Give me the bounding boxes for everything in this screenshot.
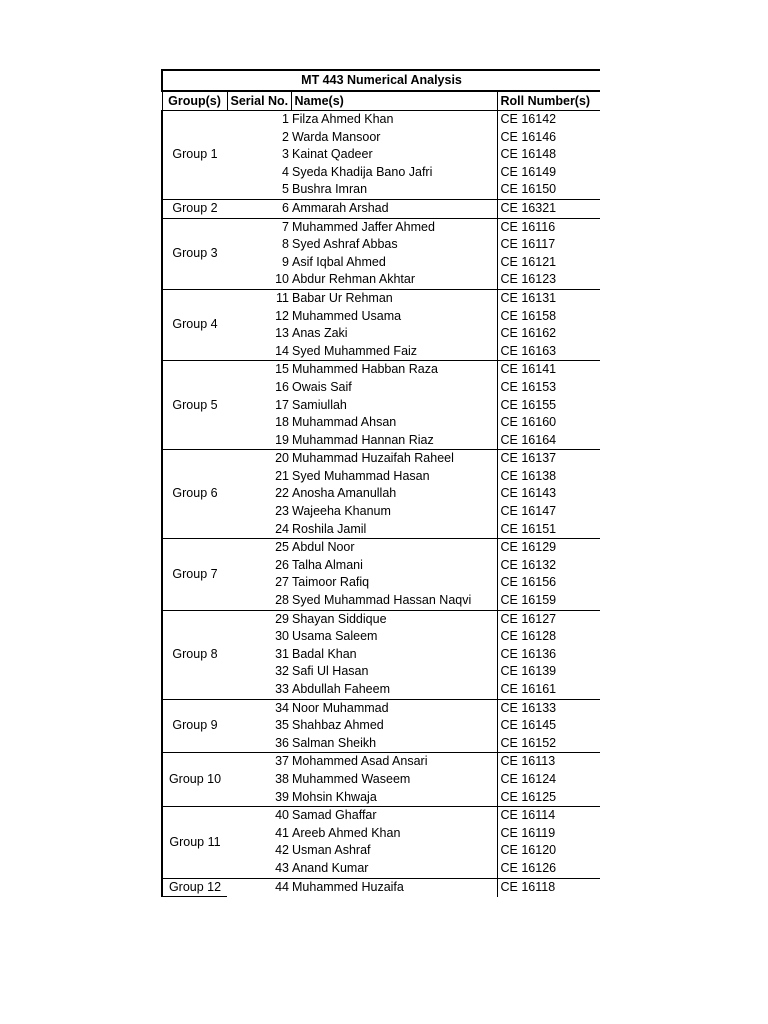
- roll-cell: CE 16116: [497, 218, 600, 236]
- serial-cell: 9: [282, 254, 289, 269]
- name-cell: Muhammad Hannan Riaz: [292, 432, 434, 447]
- roll-cell: CE 16143: [497, 485, 600, 503]
- table-row: [162, 557, 600, 575]
- name-cell: Muhammed Jaffer Ahmed: [291, 218, 497, 236]
- serial-cell: 23: [275, 504, 289, 519]
- table-row: [162, 343, 600, 361]
- table-row: [162, 485, 600, 503]
- table-row: [162, 610, 600, 628]
- name-cell: Samiullah: [292, 397, 347, 412]
- table-row: [162, 129, 600, 147]
- column-header-name: Name(s): [291, 91, 497, 111]
- table-row: [162, 146, 600, 164]
- table-row: [162, 699, 600, 717]
- serial-cell: 15: [227, 361, 291, 379]
- roll-cell: CE 16150: [497, 181, 600, 199]
- name-cell: Syed Muhammed Faiz: [292, 343, 418, 358]
- table-row: [162, 361, 600, 379]
- table-row: [162, 717, 600, 735]
- serial-cell: 6: [227, 199, 291, 218]
- name-cell: Usman Ashraf: [292, 843, 371, 858]
- serial-cell: 27: [275, 575, 289, 590]
- name-cell: Syeda Khadija Bano Jafri: [292, 164, 433, 179]
- roll-cell: CE 16161: [497, 681, 600, 699]
- table-row: [162, 735, 600, 753]
- sheet-title: MT 443 Numerical Analysis: [162, 70, 600, 91]
- name-cell: Badal Khan: [292, 646, 357, 661]
- name-cell: Wajeeha Khanum: [292, 504, 391, 519]
- roll-cell: CE 16148: [497, 146, 600, 164]
- serial-cell: 30: [275, 629, 289, 644]
- name-cell: Salman Sheikh: [292, 735, 377, 750]
- roll-cell: CE 16147: [497, 503, 600, 521]
- name-cell: Muhammed Usama: [292, 308, 402, 323]
- table-row: [162, 628, 600, 646]
- roll-cell: CE 16123: [497, 271, 600, 289]
- serial-cell: 29: [227, 610, 291, 628]
- roll-cell: CE 16149: [497, 164, 600, 182]
- roll-cell: CE 16141: [497, 361, 600, 379]
- roll-cell: CE 16127: [497, 610, 600, 628]
- serial-cell: 32: [275, 664, 289, 679]
- roll-cell: CE 16125: [497, 789, 600, 807]
- serial-cell: 33: [275, 682, 289, 696]
- roll-cell: CE 16117: [497, 236, 600, 254]
- column-header-group: Group(s): [162, 91, 227, 111]
- roll-cell: CE 16155: [497, 397, 600, 415]
- name-cell: Abdullah Faheem: [292, 682, 390, 696]
- name-cell: Muhammad Huzaifah Raheel: [291, 450, 497, 468]
- serial-cell: 4: [282, 164, 289, 179]
- group-label: Group 11: [162, 807, 227, 878]
- name-cell: Filza Ahmed Khan: [291, 111, 497, 129]
- name-cell: Babar Ur Rehman: [291, 289, 497, 307]
- table-row: [162, 468, 600, 486]
- table-row: [162, 414, 600, 432]
- group-label: Group 6: [162, 450, 227, 539]
- group-label: Group 4: [162, 289, 227, 360]
- serial-cell: 2: [282, 129, 289, 144]
- roll-cell: CE 16114: [497, 807, 600, 825]
- roll-cell: CE 16145: [497, 717, 600, 735]
- name-cell: Abdul Noor: [291, 539, 497, 557]
- roll-cell: CE 16129: [497, 539, 600, 557]
- serial-cell: 20: [227, 450, 291, 468]
- name-cell: Bushra Imran: [292, 182, 368, 197]
- table-row: [162, 308, 600, 326]
- table-row: [162, 878, 600, 897]
- table-row: [162, 432, 600, 450]
- serial-cell: 12: [275, 308, 289, 323]
- roll-cell: CE 16136: [497, 646, 600, 664]
- serial-cell: 24: [275, 521, 289, 536]
- roll-cell: CE 16160: [497, 414, 600, 432]
- table-row: [162, 254, 600, 272]
- roll-cell: CE 16137: [497, 450, 600, 468]
- roll-cell: CE 16124: [497, 771, 600, 789]
- serial-cell: 14: [275, 343, 289, 358]
- name-cell: Mohsin Khwaja: [292, 789, 377, 804]
- group-label: Group 2: [162, 199, 227, 218]
- name-cell: Shayan Siddique: [291, 610, 497, 628]
- roll-cell: CE 16131: [497, 289, 600, 307]
- serial-cell: 7: [227, 218, 291, 236]
- table-row: [162, 753, 600, 771]
- name-cell: Muhammed Waseem: [292, 771, 411, 786]
- serial-cell: 40: [227, 807, 291, 825]
- group-label: Group 9: [162, 699, 227, 753]
- group-label: Group 3: [162, 218, 227, 289]
- roll-cell: CE 16146: [497, 129, 600, 147]
- name-cell: Anosha Amanullah: [292, 486, 397, 501]
- group-label: Group 5: [162, 361, 227, 450]
- serial-cell: 35: [275, 718, 289, 733]
- name-cell: Asif Iqbal Ahmed: [292, 254, 386, 269]
- table-row: [162, 521, 600, 539]
- serial-cell: 44: [227, 878, 291, 897]
- name-cell: Taimoor Rafiq: [292, 575, 370, 590]
- group-label: Group 7: [162, 539, 227, 610]
- serial-cell: 22: [275, 486, 289, 501]
- roll-cell: CE 16156: [497, 574, 600, 592]
- table-row: [162, 271, 600, 289]
- group-label: Group 10: [162, 753, 227, 807]
- name-cell: Safi Ul Hasan: [292, 664, 369, 679]
- serial-cell: 34: [227, 699, 291, 717]
- roll-cell: CE 16133: [497, 699, 600, 717]
- name-cell: Syed Muhammad Hassan Naqvi: [292, 593, 472, 608]
- serial-cell: 31: [275, 646, 289, 661]
- roll-cell: CE 16162: [497, 325, 600, 343]
- name-cell: Samad Ghaffar: [291, 807, 497, 825]
- name-cell: Mohammed Asad Ansari: [291, 753, 497, 771]
- serial-cell: 13: [275, 326, 289, 341]
- roll-cell: CE 16153: [497, 379, 600, 397]
- roster-table-body: [162, 70, 600, 897]
- roll-cell: CE 16132: [497, 557, 600, 575]
- table-row: [162, 289, 600, 307]
- serial-cell: 8: [282, 237, 289, 252]
- name-cell: Usama Saleem: [292, 629, 378, 644]
- group-label: Group 12: [162, 878, 227, 897]
- serial-cell: 3: [282, 147, 289, 162]
- table-row: [162, 807, 600, 825]
- serial-cell: 11: [227, 289, 291, 307]
- table-row: [162, 181, 600, 199]
- header-row: [162, 91, 600, 111]
- roll-cell: CE 16151: [497, 521, 600, 539]
- table-row: [162, 842, 600, 860]
- name-cell: Noor Muhammad: [291, 699, 497, 717]
- serial-cell: 39: [275, 789, 289, 804]
- name-cell: Syed Ashraf Abbas: [292, 237, 398, 252]
- name-cell: Areeb Ahmed Khan: [292, 825, 401, 840]
- roll-cell: CE 16163: [497, 343, 600, 361]
- table-row: [162, 397, 600, 415]
- name-cell: Ammarah Arshad: [291, 199, 497, 218]
- serial-cell: 21: [275, 468, 289, 483]
- table-row: [162, 236, 600, 254]
- serial-cell: 36: [275, 735, 289, 750]
- table-row: [162, 539, 600, 557]
- name-cell: Kainat Qadeer: [292, 147, 373, 162]
- table-row: [162, 771, 600, 789]
- column-header-roll: Roll Number(s): [497, 91, 600, 111]
- serial-cell: 37: [227, 753, 291, 771]
- name-cell: Anas Zaki: [292, 326, 348, 341]
- serial-cell: 28: [275, 593, 289, 608]
- table-row: [162, 592, 600, 610]
- serial-cell: 10: [275, 272, 289, 287]
- name-cell: Muhammed Huzaifa: [291, 878, 497, 897]
- serial-cell: 18: [275, 415, 289, 430]
- roll-cell: CE 16119: [497, 825, 600, 843]
- table-row: [162, 860, 600, 878]
- serial-cell: 42: [275, 843, 289, 858]
- table-row: [162, 199, 600, 218]
- table-row: [162, 681, 600, 699]
- roll-cell: CE 16120: [497, 842, 600, 860]
- serial-cell: 1: [227, 111, 291, 129]
- table-row: [162, 450, 600, 468]
- roll-cell: CE 16142: [497, 111, 600, 129]
- name-cell: Syed Muhammad Hasan: [292, 468, 430, 483]
- table-row: [162, 825, 600, 843]
- table-row: [162, 789, 600, 807]
- roll-cell: CE 16126: [497, 860, 600, 878]
- roll-cell: CE 16128: [497, 628, 600, 646]
- name-cell: Talha Almani: [292, 557, 363, 572]
- serial-cell: 17: [275, 397, 289, 412]
- serial-cell: 16: [275, 379, 289, 394]
- roll-cell: CE 16113: [497, 753, 600, 771]
- table-row: [162, 164, 600, 182]
- serial-cell: 41: [275, 825, 289, 840]
- table-row: [162, 574, 600, 592]
- group-label: Group 8: [162, 610, 227, 699]
- serial-cell: 19: [275, 432, 289, 447]
- table-row: [162, 503, 600, 521]
- roll-cell: CE 16139: [497, 663, 600, 681]
- serial-cell: 43: [275, 860, 289, 875]
- table-row: [162, 111, 600, 129]
- name-cell: Anand Kumar: [292, 860, 369, 875]
- table-row: [162, 325, 600, 343]
- name-cell: Abdur Rehman Akhtar: [292, 272, 415, 287]
- table-row: [162, 646, 600, 664]
- name-cell: Warda Mansoor: [292, 129, 381, 144]
- serial-cell: 26: [275, 557, 289, 572]
- roster-sheet: [161, 69, 600, 935]
- roll-cell: CE 16321: [497, 199, 600, 218]
- roll-cell: CE 16159: [497, 592, 600, 610]
- roll-cell: CE 16118: [497, 878, 600, 897]
- name-cell: Shahbaz Ahmed: [292, 718, 384, 733]
- name-cell: Muhammad Ahsan: [292, 415, 397, 430]
- serial-cell: 25: [227, 539, 291, 557]
- name-cell: Roshila Jamil: [292, 521, 367, 536]
- roster-table: [161, 69, 600, 897]
- roll-cell: CE 16158: [497, 308, 600, 326]
- roll-cell: CE 16138: [497, 468, 600, 486]
- roll-cell: CE 16121: [497, 254, 600, 272]
- name-cell: Owais Saif: [292, 379, 352, 394]
- serial-cell: 5: [282, 182, 289, 197]
- group-label: Group 1: [162, 111, 227, 200]
- table-row: [162, 379, 600, 397]
- title-row: [162, 70, 600, 91]
- column-header-serial: Serial No.: [227, 91, 291, 111]
- roll-cell: CE 16152: [497, 735, 600, 753]
- serial-cell: 38: [275, 771, 289, 786]
- table-row: [162, 663, 600, 681]
- name-cell: Muhammed Habban Raza: [291, 361, 497, 379]
- roll-cell: CE 16164: [497, 432, 600, 450]
- table-row: [162, 218, 600, 236]
